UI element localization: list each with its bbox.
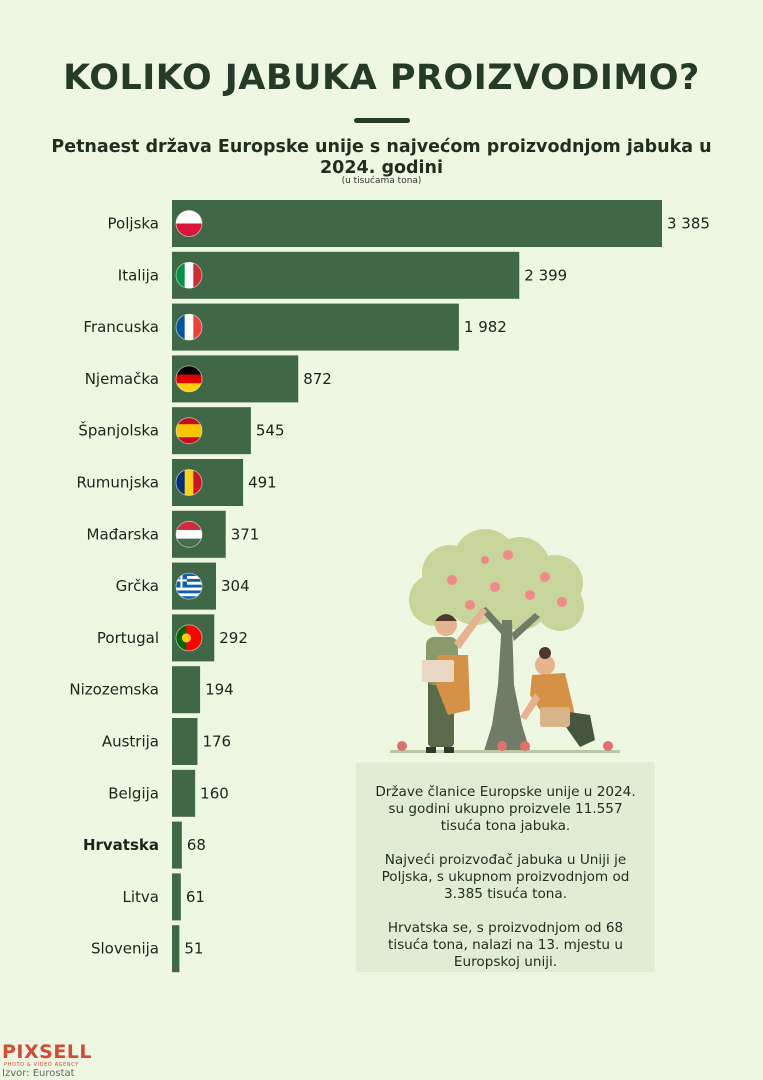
chart-subtitle: Petnaest država Europske unije s najvećom proizvodnjom jabuka u 2024. godini (51, 137, 712, 178)
tree-canopy (409, 529, 584, 631)
bar-row (108, 200, 710, 247)
category-label: Nizozemska (69, 680, 159, 699)
value-label: 1 982 (463, 318, 507, 337)
bar (172, 666, 200, 713)
value-label: 160 (200, 784, 229, 803)
bar-row (116, 563, 250, 610)
bar (172, 822, 182, 869)
category-label: Slovenija (90, 939, 159, 958)
value-label: 292 (219, 628, 248, 647)
bar (172, 770, 195, 817)
bar (172, 200, 662, 247)
value-label: 51 (184, 939, 204, 958)
bar (172, 718, 197, 765)
value-label: 304 (221, 577, 250, 596)
category-label: Njemačka (84, 369, 159, 388)
bar-row (102, 718, 231, 765)
bar (172, 304, 459, 351)
info-paragraph-croatia: Hrvatska se, s proizvodnjom od 68 tisuća tona, nalazi na 13. mjestu u Europskoj uniji. (387, 920, 624, 970)
category-label: Rumunjska (76, 473, 159, 492)
bar-row (85, 355, 332, 402)
bar-row (108, 770, 229, 817)
value-label: 545 (255, 421, 285, 440)
title-divider (354, 118, 410, 123)
category-label: Francuska (83, 318, 159, 337)
apple-harvest-illustration (390, 525, 620, 765)
info-paragraph-total: Države članice Europske unije u 2024. su godini ukupno proizvele 11.557 tisuća tona jabuka. (375, 784, 636, 834)
value-label: 872 (303, 369, 332, 388)
value-label: 194 (205, 680, 234, 699)
bar-row (87, 511, 260, 558)
info-paragraph-poland: Najveći proizvođač jabuka u Uniji je Poljska, s ukupnom proizvodnjom od 3.385 tisuća tona. (381, 852, 630, 902)
value-label: 61 (185, 887, 205, 906)
value-label: 371 (230, 525, 260, 544)
harvester-left (422, 607, 487, 753)
bar-row (78, 407, 284, 454)
value-label: 3 385 (667, 214, 710, 233)
value-label: 176 (202, 732, 232, 751)
source-note: Izvor: Eurostat (2, 1068, 75, 1079)
bar-row (69, 666, 233, 713)
category-label: Austrija (101, 732, 159, 751)
bar-row (77, 459, 277, 506)
bar-row (83, 304, 506, 351)
category-label: Hrvatska (82, 836, 159, 855)
pixsell-logo-tagline: PHOTO & VIDEO AGENCY (4, 1062, 79, 1068)
category-label: Grčka (115, 577, 159, 596)
bar (172, 925, 179, 972)
unit-note: (u tisućama tona) (341, 176, 422, 186)
pixsell-logo: PIXSELL (2, 1041, 93, 1063)
category-label: Mađarska (86, 525, 159, 544)
value-label: 2 399 (524, 266, 568, 285)
page-title: KOLIKO JABUKA PROIZVODIMO? (63, 58, 700, 98)
tree-trunk (484, 620, 530, 751)
harvester-right (520, 647, 595, 747)
category-label: Belgija (108, 784, 159, 803)
category-label: Portugal (96, 628, 159, 647)
bar (172, 252, 519, 299)
bar-row (123, 873, 205, 920)
category-label: Italija (117, 266, 159, 285)
category-label: Poljska (107, 214, 159, 233)
bar-row (91, 925, 203, 972)
value-label: 491 (248, 473, 277, 492)
info-box (356, 762, 655, 972)
category-label: Litva (122, 887, 159, 906)
bar (172, 873, 181, 920)
bar-row (97, 614, 248, 661)
value-label: 68 (186, 836, 206, 855)
bar-row (83, 822, 206, 869)
category-label: Španjolska (78, 421, 159, 440)
bar-row (118, 252, 567, 299)
